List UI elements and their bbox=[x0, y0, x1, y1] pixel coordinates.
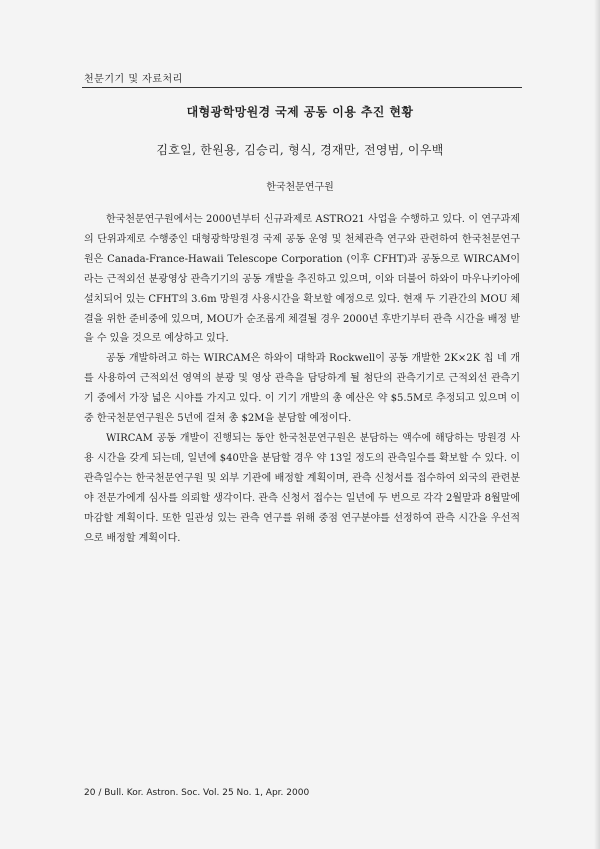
paper-title: 대형광학망원경 국제 공동 이용 추진 현황 bbox=[186, 105, 414, 119]
section-header: 천문기기 및 자료처리 bbox=[84, 74, 183, 85]
page-footer: 20 / Bull. Kor. Astron. Soc. Vol. 25 No. 1, Apr. 2000 bbox=[84, 788, 310, 798]
paragraph: 한국천문연구원에서는 2000년부터 신규과제로 ASTRO21 사업을 수행하고 있다. 이 연구과제의 단위과제로 수행중인 대형광학망원경 국제 공동 운영 및 천체관측 연구와 관련하여 한국천문연구원은 Canada-France-Hawaii Telescope Corporation (이후 CFHT)과 공동으로 WIRCAM이라는 근적외선 분광영상 관측기기의 공동 개발을 추진하고 있으며, 이와 더불어 하와이 마우나키아에 설치되어 있는 CFHT의 3.6m 망원경 사용시간을 확보할 예정으로 있다. 현재 두 기관간의 MOU 체결을 위한 준비중에 있으며, MOU가 순조롭게 체결될 경우 2000년 후반기부터 관측 시간을 배정 받을 수 있을 것으로 예상하고 있다. bbox=[84, 214, 520, 345]
author-list: 김호일, 한원용, 김승리, 형식, 경재만, 전영범, 이우백 bbox=[156, 143, 444, 157]
affiliation: 한국천문연구원 bbox=[266, 182, 334, 193]
paragraph: WIRCAM 공동 개발이 진행되는 동안 한국천문연구원은 분담하는 액수에 해당하는 망원경 사용 시간을 갖게 되는데, 일년에 $40만을 분담할 경우 약 13일 정도의 관측일수를 확보할 수 있다. 이 관측일수는 한국천문연구원 및 외부 기관에 배정할 계획이며, 관측 신청서를 접수하여 외국의 관련분야 전문가에게 심사를 의뢰할 생각이다. 관측 신청서 접수는 일년에 두 번으로 각각 2월말과 8월말에 마감할 계획이다. 또한 일관성 있는 관측 연구를 위해 중점 연구분야를 선정하여 관측 시간을 우선적으로 배정할 계획이다. bbox=[84, 432, 520, 544]
page-edge bbox=[594, 0, 600, 849]
paragraph: 공동 개발하려고 하는 WIRCAM은 하와이 대학과 Rockwell이 공동 개발한 2K×2K 칩 네 개를 사용하여 근적외선 영역의 분광 및 영상 관측을 담당하게 될 첨단의 관측기기로 근적외선 관측기기 중에서 가장 넓은 시야를 가지고 있다. 이 기기 개발의 총 예산은 약 $5.5M로 추정되고 있으며 이중 한국천문연구원은 5년에 걸쳐 총 $2M을 분담할 예정이다. bbox=[84, 353, 520, 425]
header-rule bbox=[82, 87, 522, 88]
abstract-body bbox=[84, 210, 520, 548]
